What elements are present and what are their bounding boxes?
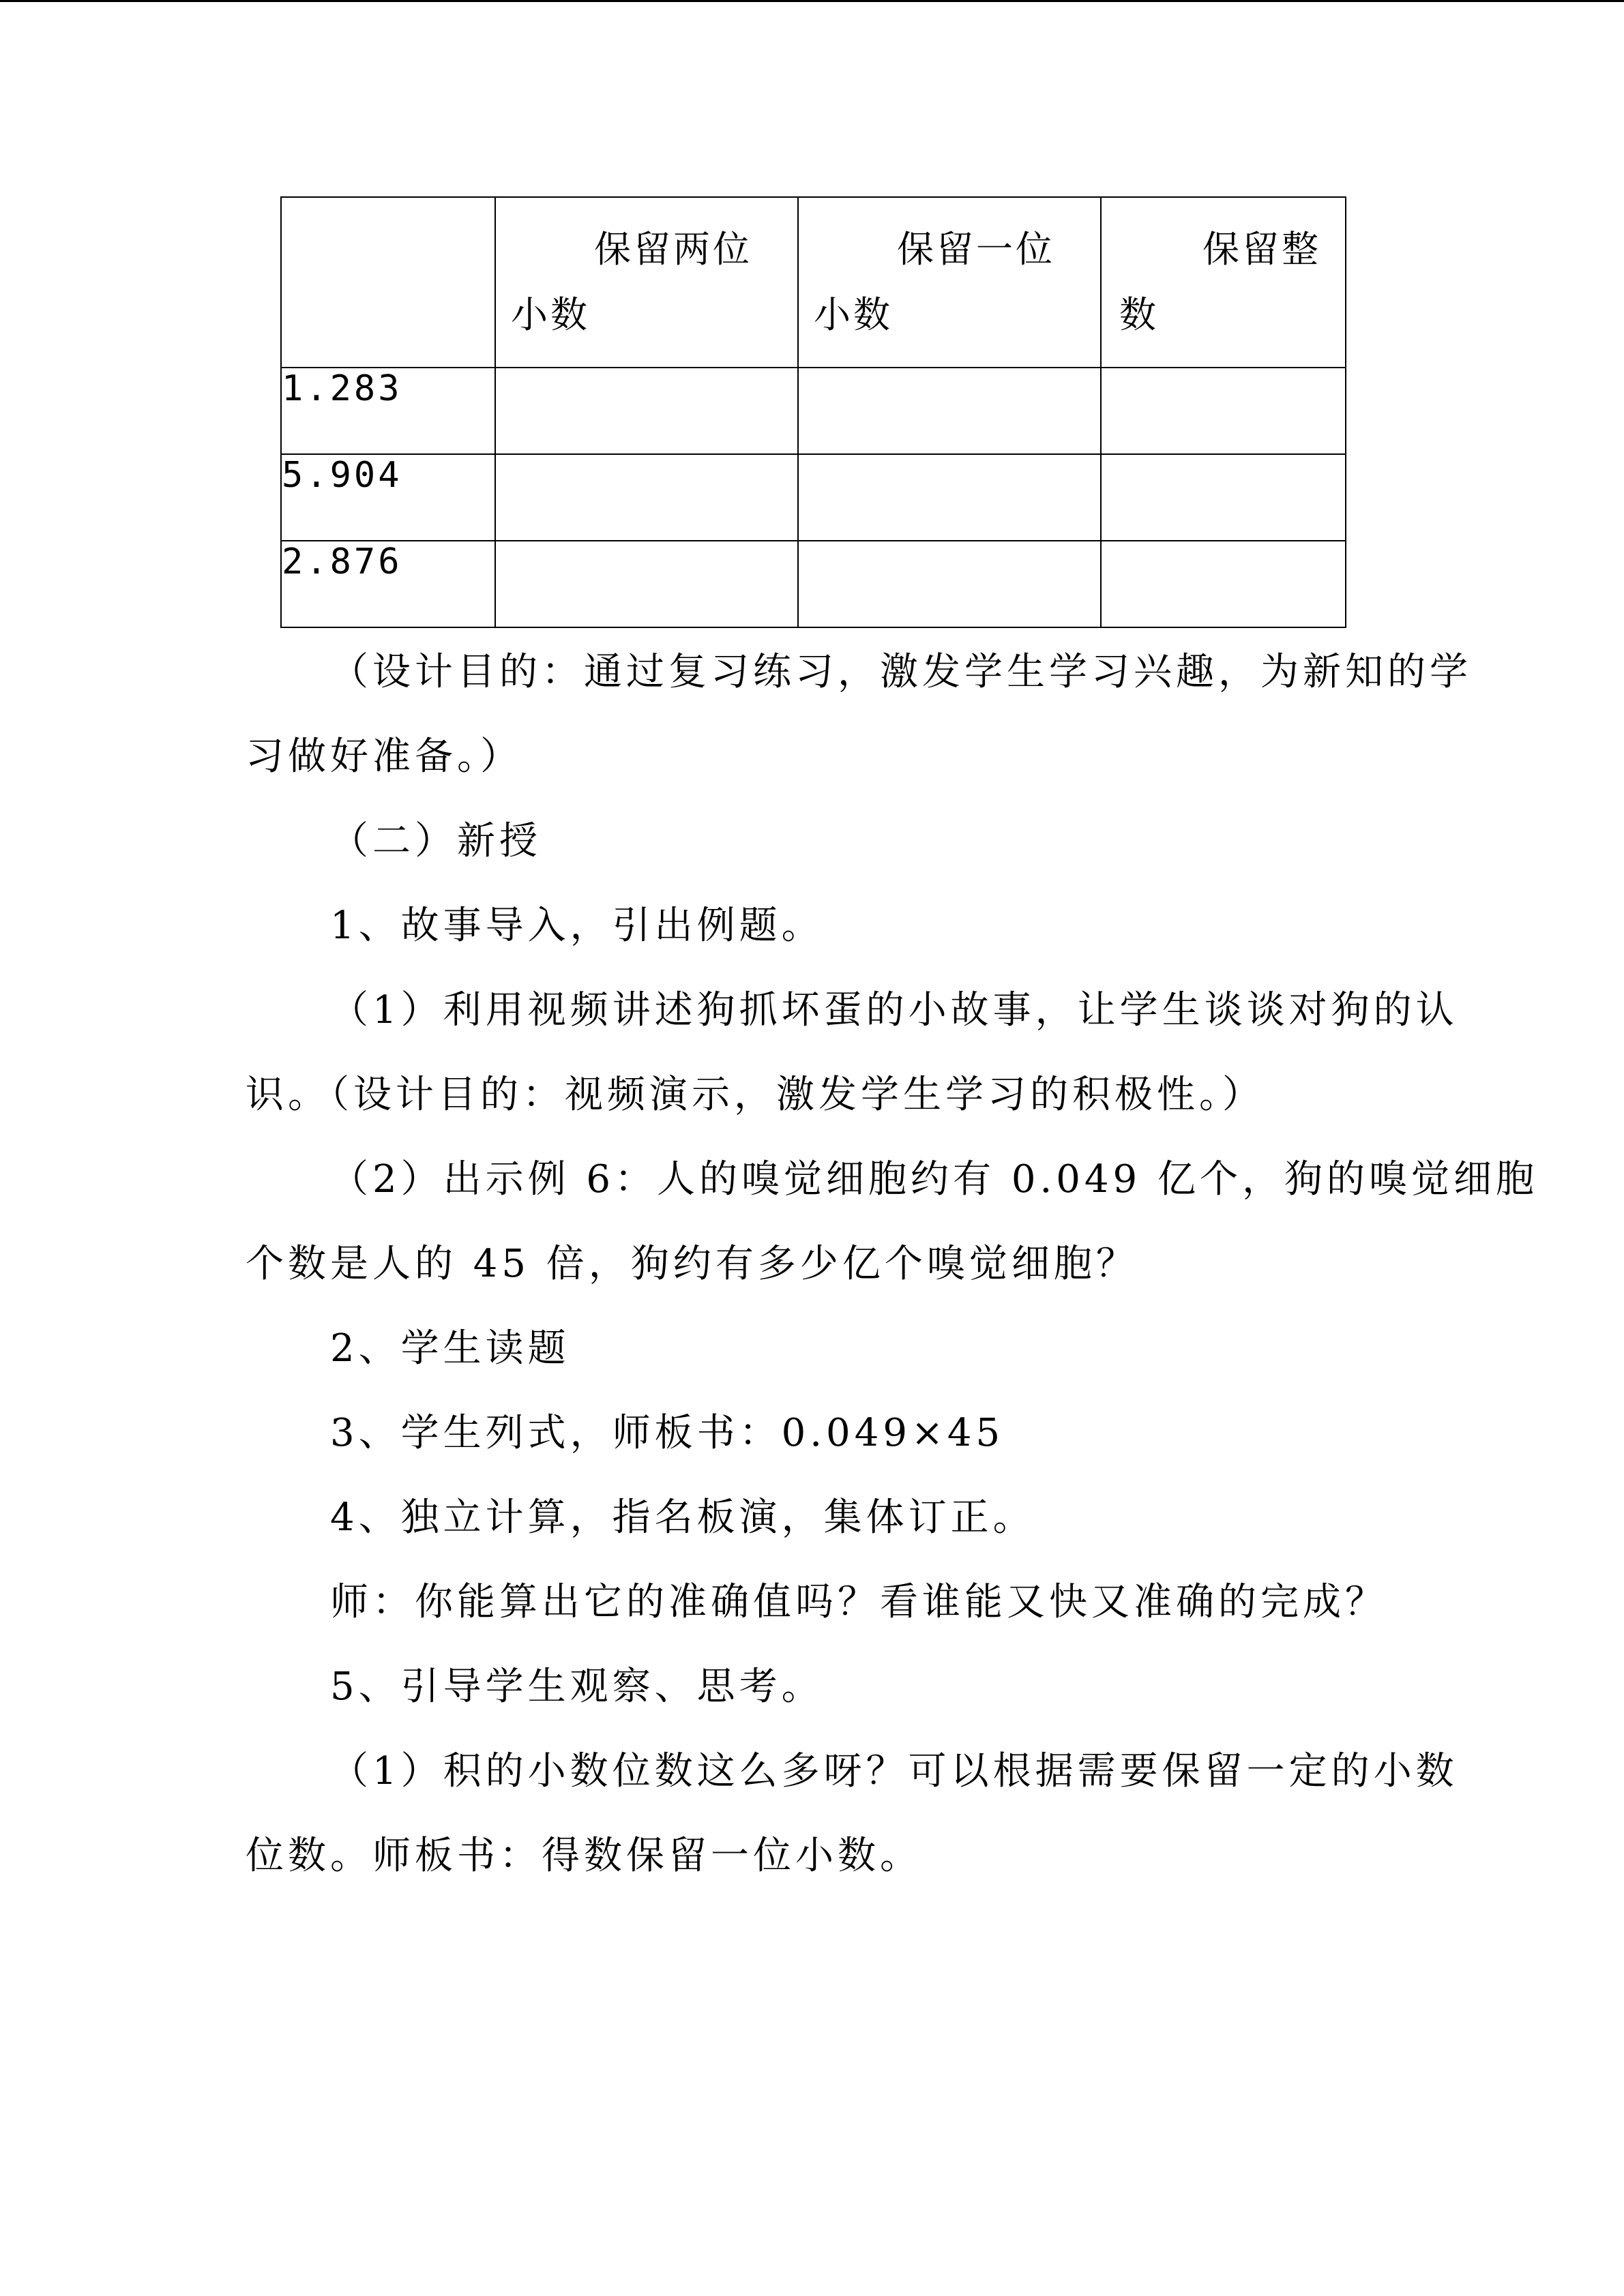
teacher-question: 师：你能算出它的准确值吗？看谁能又快又准确的完成？ bbox=[330, 1580, 1387, 1624]
section-heading-new-lesson: （二）新授 bbox=[330, 819, 542, 863]
header-text: 小数 bbox=[511, 293, 590, 336]
rounding-exercise-table bbox=[280, 196, 1346, 628]
step-1-2-line1: （2）出示例 6：人的嗅觉细胞约有 0.049 亿个，狗的嗅觉细胞 bbox=[330, 1157, 1538, 1202]
step-5: 5、引导学生观察、思考。 bbox=[330, 1665, 824, 1709]
row-label: 2.876 bbox=[281, 541, 495, 627]
header-cell-one-decimal bbox=[798, 197, 1101, 368]
step-1-1-line1: （1）利用视频讲述狗抓坏蛋的小故事，让学生谈谈对狗的认 bbox=[330, 988, 1458, 1032]
answer-cell bbox=[1101, 368, 1346, 454]
answer-cell bbox=[495, 454, 798, 541]
step-5-1-line1: （1）积的小数位数这么多呀？可以根据需要保留一定的小数 bbox=[330, 1749, 1458, 1793]
design-purpose-note-line1: （设计目的：通过复习练习，激发学生学习兴趣，为新知的学 bbox=[330, 650, 1472, 694]
answer-cell bbox=[798, 368, 1101, 454]
header-text: 保留一位 bbox=[897, 228, 1055, 271]
header-cell-integer bbox=[1101, 197, 1346, 368]
header-cell-blank bbox=[281, 197, 495, 368]
header-cell-two-decimals bbox=[495, 197, 798, 368]
answer-cell bbox=[1101, 454, 1346, 541]
step-1-1-line2: 识。（设计目的：视频演示，激发学生学习的积极性。） bbox=[246, 1073, 1265, 1117]
header-text: 保留整 bbox=[1202, 228, 1321, 271]
step-5-1-line2: 位数。师板书：得数保留一位小数。 bbox=[246, 1834, 922, 1878]
page-top-border bbox=[0, 0, 1624, 2]
answer-cell bbox=[495, 541, 798, 627]
step-3: 3、学生列式，师板书：0.049×45 bbox=[330, 1411, 1005, 1455]
row-label: 1.283 bbox=[281, 368, 495, 454]
step-1-2-line2: 个数是人的 45 倍，狗约有多少亿个嗅觉细胞？ bbox=[246, 1242, 1138, 1286]
answer-cell bbox=[1101, 541, 1346, 627]
header-text: 保留两位 bbox=[594, 228, 752, 271]
answer-cell bbox=[495, 368, 798, 454]
step-4: 4、独立计算，指名板演，集体订正。 bbox=[330, 1495, 1035, 1540]
table-row bbox=[281, 454, 1346, 541]
row-label: 5.904 bbox=[281, 454, 495, 541]
table-row bbox=[281, 541, 1346, 627]
step-2: 2、学生读题 bbox=[330, 1326, 570, 1371]
table-row bbox=[281, 368, 1346, 454]
design-purpose-note-line2: 习做好准备。） bbox=[246, 734, 522, 779]
table-header-row bbox=[281, 197, 1346, 368]
step-1: 1、故事导入，引出例题。 bbox=[330, 904, 824, 948]
header-text: 小数 bbox=[814, 293, 893, 336]
answer-cell bbox=[798, 454, 1101, 541]
header-text: 数 bbox=[1119, 293, 1159, 336]
answer-cell bbox=[798, 541, 1101, 627]
